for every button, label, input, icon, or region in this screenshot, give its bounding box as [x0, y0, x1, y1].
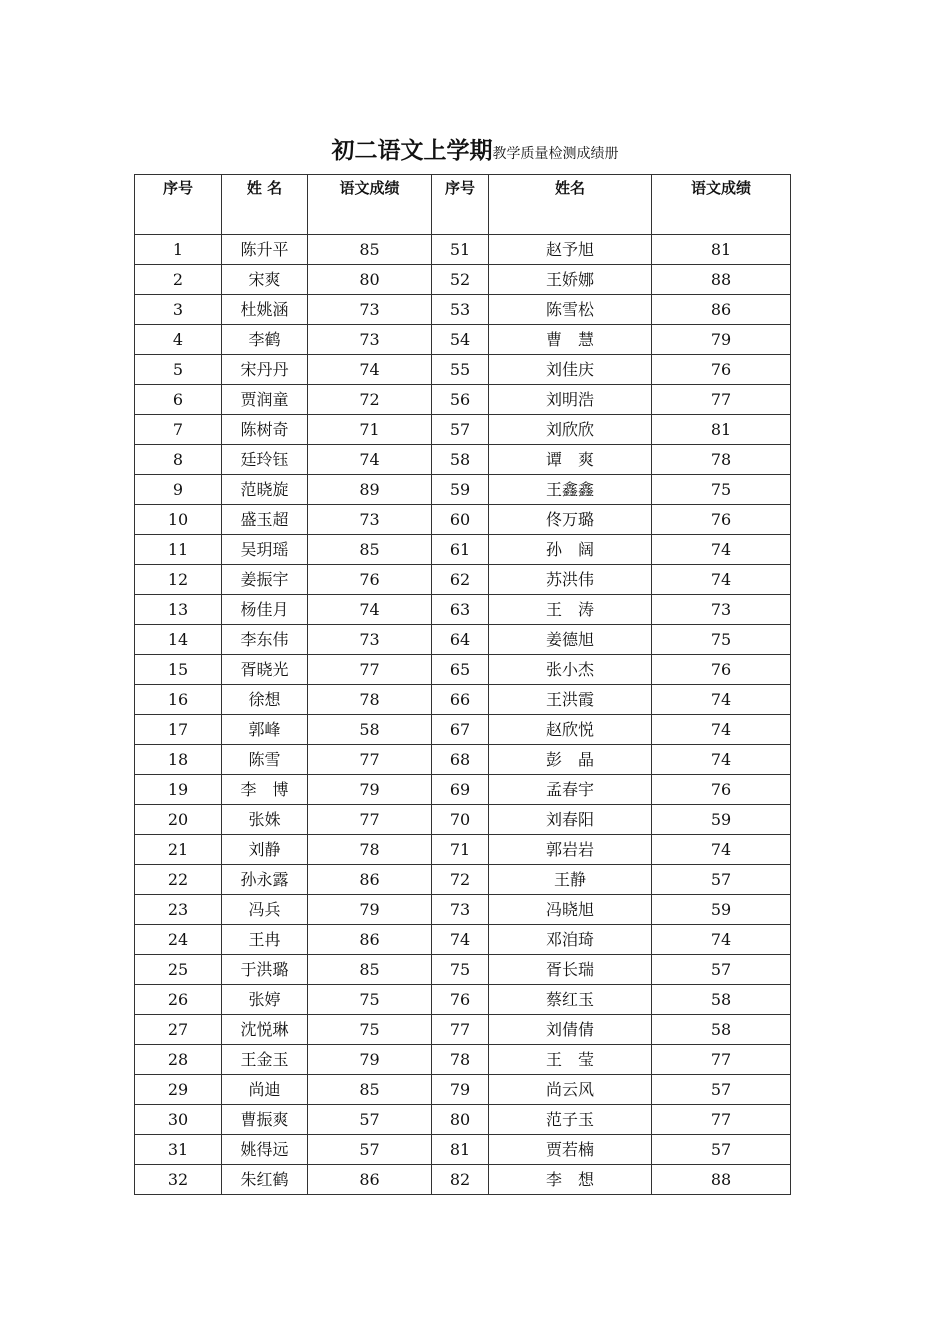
cell-name-right: 王静	[489, 865, 652, 895]
cell-serial-right: 76	[432, 985, 489, 1015]
cell-name-left: 陈雪	[222, 745, 308, 775]
cell-score-right: 88	[652, 265, 791, 295]
cell-name-right: 刘明浩	[489, 385, 652, 415]
cell-name-right: 谭 爽	[489, 445, 652, 475]
cell-name-left: 张姝	[222, 805, 308, 835]
cell-score-left: 57	[308, 1135, 432, 1165]
table-row	[135, 1075, 791, 1105]
cell-name-left: 于洪璐	[222, 955, 308, 985]
cell-score-right: 74	[652, 535, 791, 565]
cell-serial-right: 77	[432, 1015, 489, 1045]
cell-score-left: 77	[308, 745, 432, 775]
cell-name-left: 朱红鹤	[222, 1165, 308, 1195]
cell-name-right: 彭 晶	[489, 745, 652, 775]
table-row	[135, 835, 791, 865]
cell-serial-left: 27	[135, 1015, 222, 1045]
table-row	[135, 595, 791, 625]
cell-serial-left: 1	[135, 235, 222, 265]
cell-name-left: 宋爽	[222, 265, 308, 295]
cell-score-right: 74	[652, 685, 791, 715]
cell-name-left: 姚得远	[222, 1135, 308, 1165]
cell-serial-right: 67	[432, 715, 489, 745]
cell-name-left: 沈悦琳	[222, 1015, 308, 1045]
cell-score-left: 76	[308, 565, 432, 595]
cell-serial-right: 63	[432, 595, 489, 625]
cell-serial-right: 64	[432, 625, 489, 655]
cell-score-right: 57	[652, 1135, 791, 1165]
cell-name-left: 盛玉超	[222, 505, 308, 535]
cell-serial-right: 51	[432, 235, 489, 265]
cell-name-right: 郭岩岩	[489, 835, 652, 865]
table-row	[135, 565, 791, 595]
cell-name-left: 贾润童	[222, 385, 308, 415]
table-row	[135, 955, 791, 985]
cell-score-left: 57	[308, 1105, 432, 1135]
cell-serial-left: 14	[135, 625, 222, 655]
cell-name-right: 孟春宇	[489, 775, 652, 805]
cell-score-left: 80	[308, 265, 432, 295]
cell-serial-left: 7	[135, 415, 222, 445]
cell-serial-left: 30	[135, 1105, 222, 1135]
cell-serial-left: 13	[135, 595, 222, 625]
cell-serial-right: 60	[432, 505, 489, 535]
table-row	[135, 715, 791, 745]
header-score-right: 语文成绩	[652, 175, 791, 235]
cell-score-left: 74	[308, 355, 432, 385]
cell-score-left: 85	[308, 535, 432, 565]
cell-score-left: 86	[308, 1165, 432, 1195]
cell-name-left: 杨佳月	[222, 595, 308, 625]
cell-score-right: 76	[652, 775, 791, 805]
cell-name-right: 尚云风	[489, 1075, 652, 1105]
cell-name-right: 赵欣悦	[489, 715, 652, 745]
header-serial-right: 序号	[432, 175, 489, 235]
cell-name-right: 刘欣欣	[489, 415, 652, 445]
cell-serial-right: 72	[432, 865, 489, 895]
cell-score-right: 78	[652, 445, 791, 475]
cell-name-left: 廷玲钰	[222, 445, 308, 475]
cell-name-left: 范晓旋	[222, 475, 308, 505]
cell-serial-right: 58	[432, 445, 489, 475]
cell-serial-right: 73	[432, 895, 489, 925]
cell-serial-left: 19	[135, 775, 222, 805]
cell-name-right: 刘倩倩	[489, 1015, 652, 1045]
cell-name-right: 王鑫鑫	[489, 475, 652, 505]
cell-serial-left: 32	[135, 1165, 222, 1195]
cell-score-right: 74	[652, 715, 791, 745]
table-row	[135, 235, 791, 265]
cell-score-right: 76	[652, 505, 791, 535]
cell-score-right: 81	[652, 415, 791, 445]
cell-serial-left: 3	[135, 295, 222, 325]
cell-name-left: 吴玥瑶	[222, 535, 308, 565]
cell-serial-left: 20	[135, 805, 222, 835]
cell-name-right: 范子玉	[489, 1105, 652, 1135]
cell-serial-left: 4	[135, 325, 222, 355]
table-row	[135, 1135, 791, 1165]
cell-name-left: 刘静	[222, 835, 308, 865]
cell-serial-right: 53	[432, 295, 489, 325]
cell-name-right: 刘春阳	[489, 805, 652, 835]
header-name-right: 姓名	[489, 175, 652, 235]
cell-serial-left: 9	[135, 475, 222, 505]
cell-score-left: 78	[308, 835, 432, 865]
cell-score-left: 89	[308, 475, 432, 505]
cell-score-right: 74	[652, 565, 791, 595]
cell-score-left: 78	[308, 685, 432, 715]
table-row	[135, 265, 791, 295]
cell-name-left: 姜振宇	[222, 565, 308, 595]
cell-serial-left: 24	[135, 925, 222, 955]
cell-serial-right: 68	[432, 745, 489, 775]
cell-name-left: 胥晓光	[222, 655, 308, 685]
cell-serial-left: 12	[135, 565, 222, 595]
cell-serial-right: 66	[432, 685, 489, 715]
cell-serial-right: 79	[432, 1075, 489, 1105]
cell-score-left: 72	[308, 385, 432, 415]
table-row	[135, 655, 791, 685]
cell-serial-right: 56	[432, 385, 489, 415]
table-row	[135, 355, 791, 385]
cell-score-right: 59	[652, 895, 791, 925]
cell-score-left: 77	[308, 805, 432, 835]
cell-serial-right: 74	[432, 925, 489, 955]
cell-name-right: 王 涛	[489, 595, 652, 625]
table-row	[135, 535, 791, 565]
cell-score-right: 57	[652, 1075, 791, 1105]
cell-score-right: 59	[652, 805, 791, 835]
table-row	[135, 1015, 791, 1045]
table-row	[135, 805, 791, 835]
cell-score-left: 73	[308, 325, 432, 355]
cell-name-left: 张婷	[222, 985, 308, 1015]
cell-score-left: 71	[308, 415, 432, 445]
cell-name-left: 李东伟	[222, 625, 308, 655]
cell-name-right: 佟万璐	[489, 505, 652, 535]
cell-score-left: 73	[308, 505, 432, 535]
cell-serial-right: 69	[432, 775, 489, 805]
cell-score-left: 73	[308, 295, 432, 325]
cell-score-right: 77	[652, 1045, 791, 1075]
cell-name-left: 宋丹丹	[222, 355, 308, 385]
table-row	[135, 325, 791, 355]
cell-name-left: 王金玉	[222, 1045, 308, 1075]
cell-score-right: 74	[652, 925, 791, 955]
cell-serial-right: 52	[432, 265, 489, 295]
title-sub: 教学质量检测成绩册	[492, 146, 619, 162]
cell-score-right: 79	[652, 325, 791, 355]
cell-name-left: 郭峰	[222, 715, 308, 745]
cell-score-right: 73	[652, 595, 791, 625]
cell-score-left: 86	[308, 925, 432, 955]
cell-serial-left: 21	[135, 835, 222, 865]
cell-score-left: 75	[308, 1015, 432, 1045]
cell-name-right: 刘佳庆	[489, 355, 652, 385]
cell-name-left: 徐想	[222, 685, 308, 715]
cell-name-right: 李 想	[489, 1165, 652, 1195]
cell-serial-right: 70	[432, 805, 489, 835]
cell-score-right: 74	[652, 745, 791, 775]
header-name-left: 姓 名	[222, 175, 308, 235]
table-row	[135, 745, 791, 775]
cell-serial-right: 75	[432, 955, 489, 985]
cell-name-right: 邓洎琦	[489, 925, 652, 955]
cell-name-left: 陈升平	[222, 235, 308, 265]
table-row	[135, 1045, 791, 1075]
cell-name-right: 张小杰	[489, 655, 652, 685]
cell-name-left: 王冉	[222, 925, 308, 955]
cell-name-right: 赵予旭	[489, 235, 652, 265]
header-score-left: 语文成绩	[308, 175, 432, 235]
cell-score-left: 58	[308, 715, 432, 745]
cell-score-left: 79	[308, 1045, 432, 1075]
cell-score-left: 79	[308, 775, 432, 805]
cell-serial-right: 82	[432, 1165, 489, 1195]
cell-score-right: 58	[652, 985, 791, 1015]
cell-score-right: 57	[652, 955, 791, 985]
cell-serial-right: 59	[432, 475, 489, 505]
cell-serial-left: 16	[135, 685, 222, 715]
cell-score-right: 76	[652, 355, 791, 385]
cell-score-left: 75	[308, 985, 432, 1015]
cell-score-left: 73	[308, 625, 432, 655]
cell-score-left: 85	[308, 235, 432, 265]
cell-serial-left: 31	[135, 1135, 222, 1165]
cell-name-left: 曹振爽	[222, 1105, 308, 1135]
cell-serial-left: 17	[135, 715, 222, 745]
cell-name-right: 孙 阔	[489, 535, 652, 565]
document-title	[0, 132, 950, 165]
cell-name-right: 苏洪伟	[489, 565, 652, 595]
cell-serial-left: 25	[135, 955, 222, 985]
cell-name-right: 贾若楠	[489, 1135, 652, 1165]
table-row	[135, 625, 791, 655]
cell-serial-left: 26	[135, 985, 222, 1015]
cell-score-right: 57	[652, 865, 791, 895]
cell-serial-right: 81	[432, 1135, 489, 1165]
table-row	[135, 865, 791, 895]
table-row	[135, 445, 791, 475]
cell-score-right: 77	[652, 1105, 791, 1135]
cell-serial-left: 6	[135, 385, 222, 415]
cell-name-left: 李鹤	[222, 325, 308, 355]
cell-name-left: 李 博	[222, 775, 308, 805]
cell-name-right: 王洪霞	[489, 685, 652, 715]
cell-serial-left: 8	[135, 445, 222, 475]
cell-name-left: 尚迪	[222, 1075, 308, 1105]
cell-score-left: 86	[308, 865, 432, 895]
cell-name-left: 杜姚涵	[222, 295, 308, 325]
cell-serial-left: 29	[135, 1075, 222, 1105]
cell-score-right: 75	[652, 475, 791, 505]
cell-score-right: 86	[652, 295, 791, 325]
cell-serial-right: 62	[432, 565, 489, 595]
cell-score-left: 74	[308, 445, 432, 475]
cell-name-left: 孙永露	[222, 865, 308, 895]
cell-name-right: 冯晓旭	[489, 895, 652, 925]
cell-serial-left: 23	[135, 895, 222, 925]
cell-score-right: 75	[652, 625, 791, 655]
cell-serial-left: 18	[135, 745, 222, 775]
cell-serial-right: 57	[432, 415, 489, 445]
table-row	[135, 475, 791, 505]
cell-serial-right: 78	[432, 1045, 489, 1075]
table-row	[135, 985, 791, 1015]
table-row	[135, 295, 791, 325]
cell-name-right: 王 莹	[489, 1045, 652, 1075]
cell-name-right: 陈雪松	[489, 295, 652, 325]
cell-serial-left: 28	[135, 1045, 222, 1075]
table-row	[135, 1105, 791, 1135]
cell-score-right: 74	[652, 835, 791, 865]
cell-serial-left: 11	[135, 535, 222, 565]
cell-score-left: 85	[308, 1075, 432, 1105]
table-row	[135, 385, 791, 415]
cell-serial-left: 2	[135, 265, 222, 295]
cell-score-left: 85	[308, 955, 432, 985]
cell-serial-left: 22	[135, 865, 222, 895]
table-header-row	[135, 175, 791, 235]
grade-table	[134, 174, 791, 1195]
table-row	[135, 775, 791, 805]
table-row	[135, 685, 791, 715]
cell-serial-left: 10	[135, 505, 222, 535]
cell-serial-right: 61	[432, 535, 489, 565]
cell-name-left: 陈树奇	[222, 415, 308, 445]
cell-score-right: 81	[652, 235, 791, 265]
cell-score-right: 58	[652, 1015, 791, 1045]
header-serial-left: 序号	[135, 175, 222, 235]
cell-score-left: 74	[308, 595, 432, 625]
cell-serial-right: 80	[432, 1105, 489, 1135]
table-row	[135, 1165, 791, 1195]
table-row	[135, 505, 791, 535]
title-main: 初二语文上学期	[331, 137, 493, 164]
cell-serial-right: 71	[432, 835, 489, 865]
cell-score-right: 76	[652, 655, 791, 685]
table-row	[135, 925, 791, 955]
cell-name-right: 曹 慧	[489, 325, 652, 355]
cell-score-right: 77	[652, 385, 791, 415]
cell-serial-right: 65	[432, 655, 489, 685]
cell-name-right: 胥长瑞	[489, 955, 652, 985]
cell-serial-right: 55	[432, 355, 489, 385]
cell-name-right: 姜德旭	[489, 625, 652, 655]
cell-score-left: 77	[308, 655, 432, 685]
cell-name-right: 王娇娜	[489, 265, 652, 295]
table-row	[135, 895, 791, 925]
table-row	[135, 415, 791, 445]
cell-serial-right: 54	[432, 325, 489, 355]
cell-name-left: 冯兵	[222, 895, 308, 925]
cell-serial-left: 15	[135, 655, 222, 685]
cell-serial-left: 5	[135, 355, 222, 385]
cell-score-left: 79	[308, 895, 432, 925]
cell-name-right: 蔡红玉	[489, 985, 652, 1015]
cell-score-right: 88	[652, 1165, 791, 1195]
